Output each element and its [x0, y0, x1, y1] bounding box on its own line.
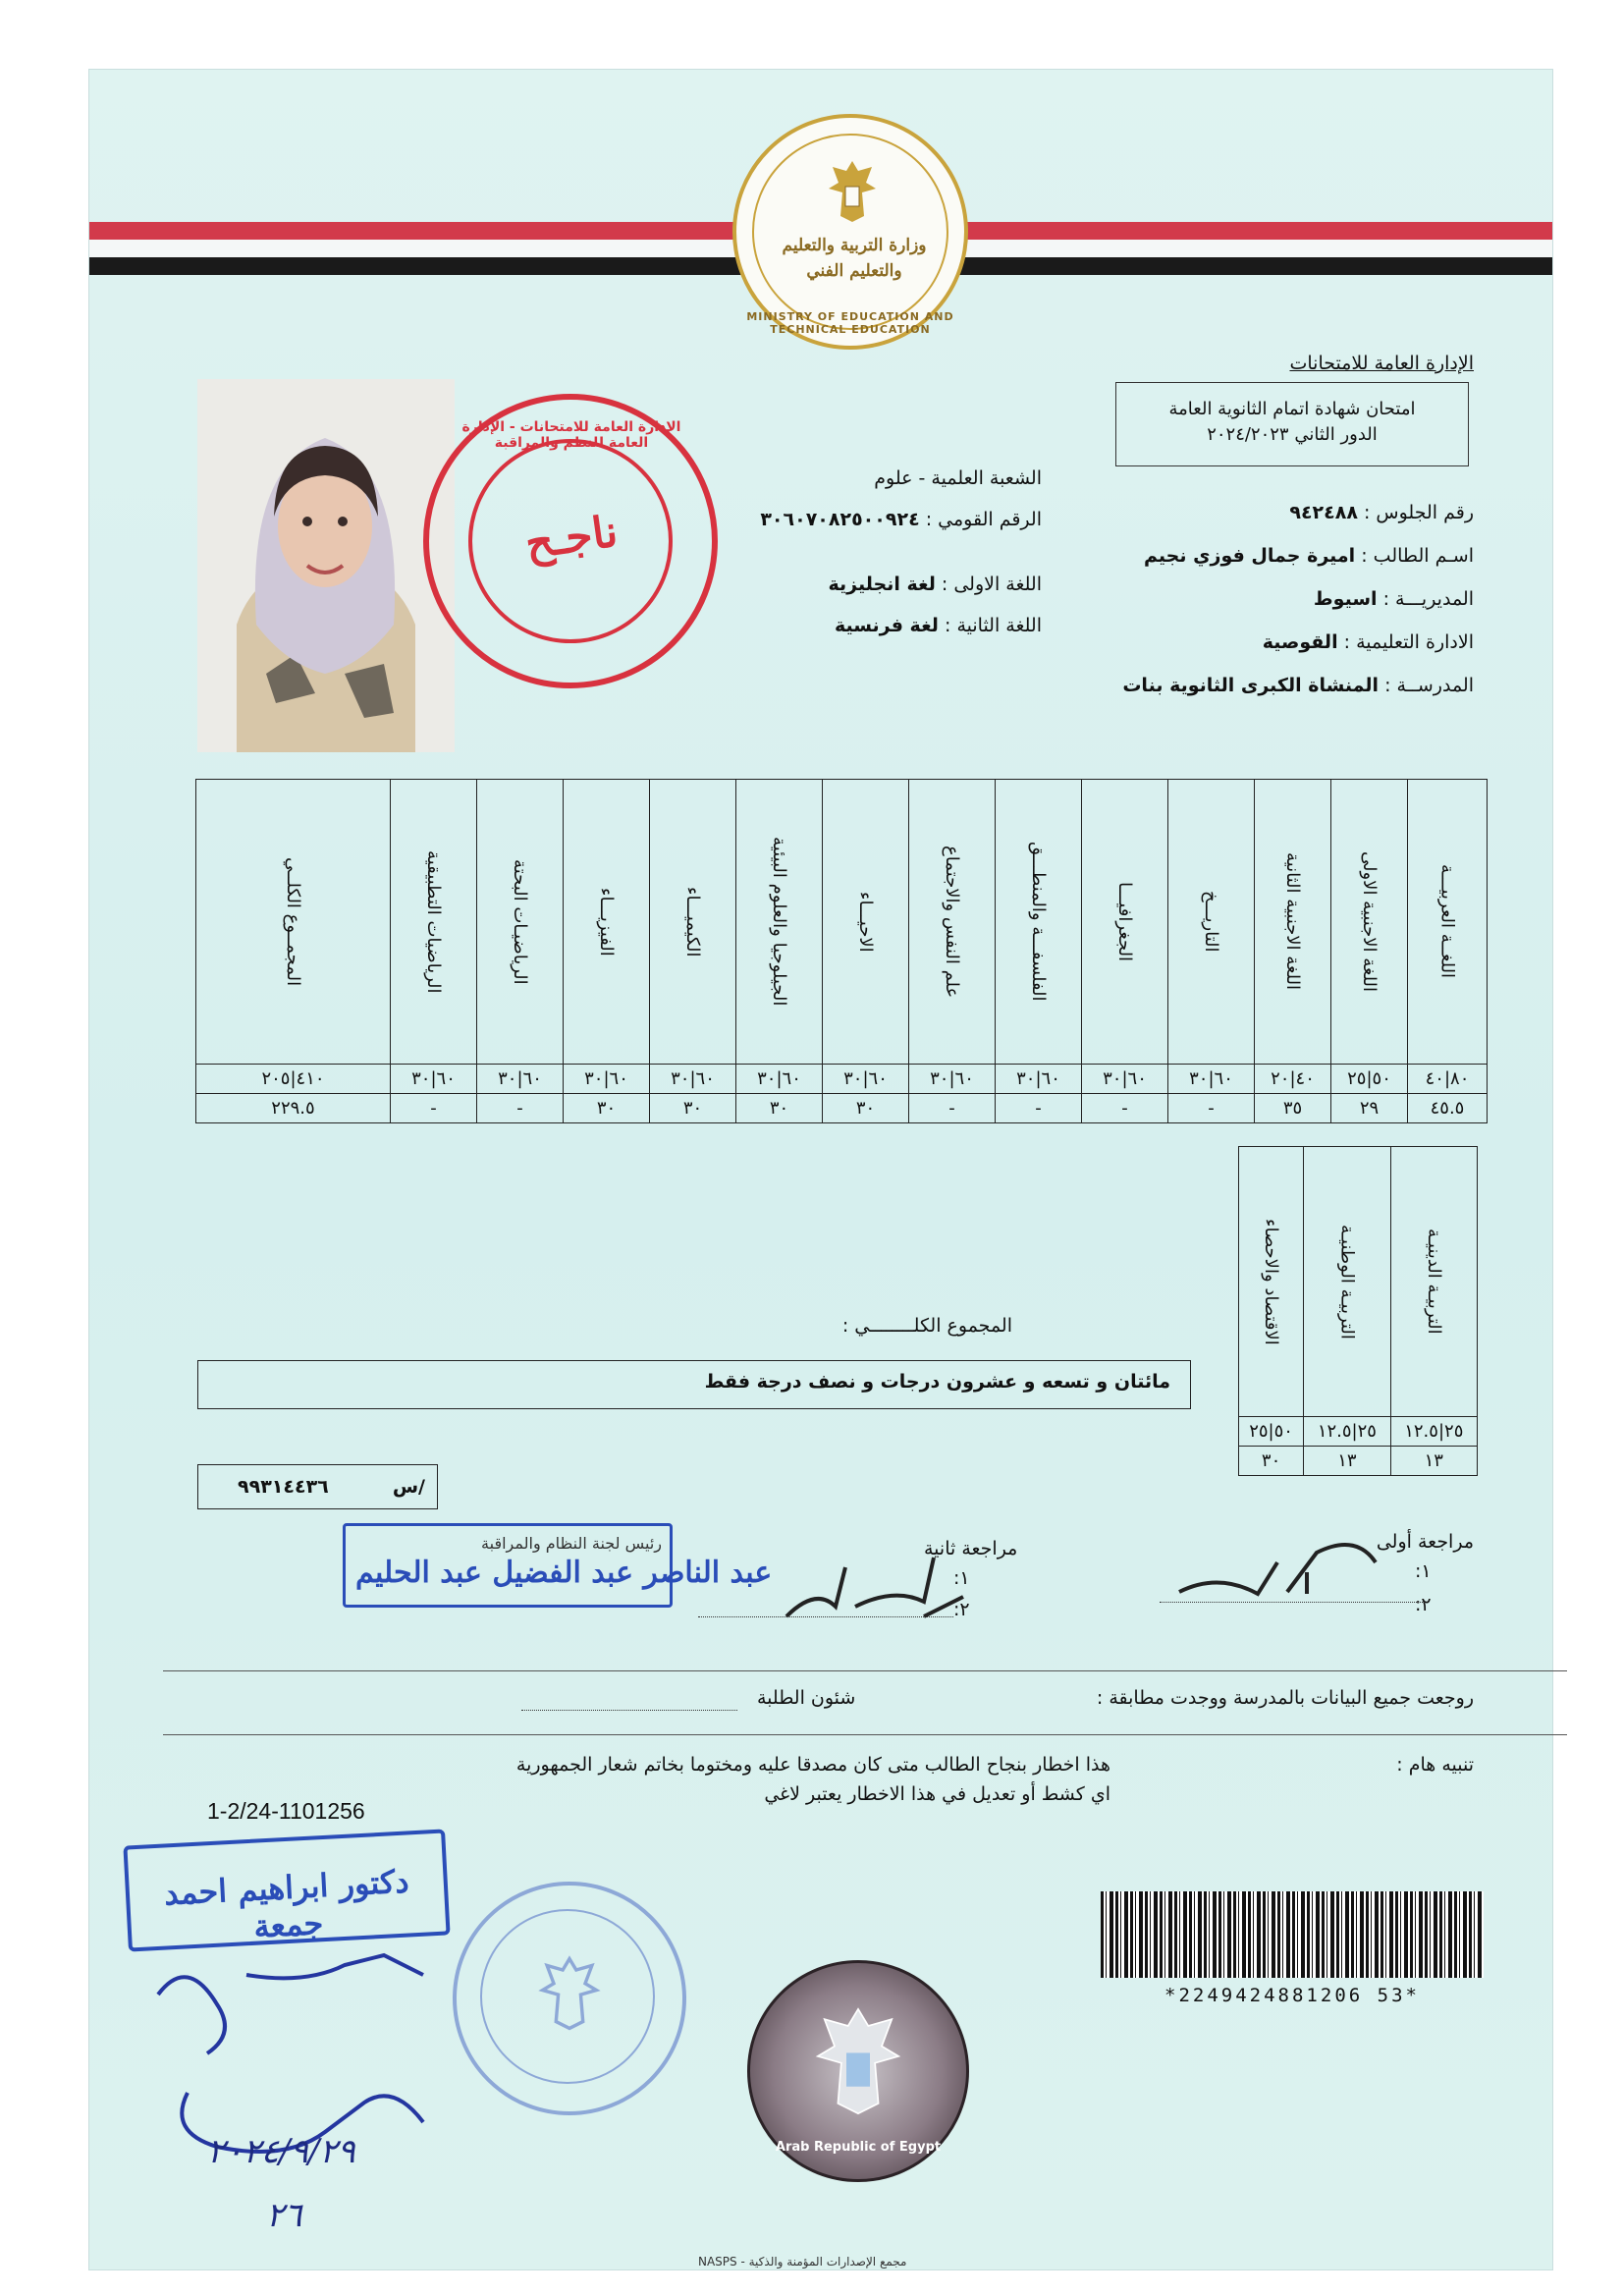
handwritten-number: ٢٦ — [266, 2196, 302, 2235]
certificate-sheet — [88, 69, 1553, 2270]
extra-subject-max-min: ٢٥|١٢.٥ — [1390, 1417, 1477, 1447]
subject-score: - — [1082, 1094, 1168, 1123]
first-review-label: مراجعة أولى — [1376, 1531, 1474, 1553]
subject-header-text: الجيلوجيا والعلوم البيئية — [769, 837, 789, 1007]
subject-score: ٣٠ — [650, 1094, 736, 1123]
second-review-label: مراجعة ثانية — [924, 1538, 1018, 1559]
passed-stamp-word: ناجـح — [521, 506, 622, 570]
subject-max-min: ٨٠|٤٠ — [1408, 1065, 1488, 1094]
chair-label: رئيس لجنة النظام والمراقبة — [481, 1534, 662, 1553]
subject-max-min: ٦٠|٣٠ — [996, 1065, 1082, 1094]
extra-subject-max-min: ٥٠|٢٥ — [1239, 1417, 1304, 1447]
emblem-arabic-line1: وزارة التربية والتعليم — [782, 236, 927, 255]
subject-header-text: الرياضيات التطبيقية — [423, 849, 444, 994]
subject-header-text: التاريـــخ — [1201, 891, 1221, 953]
notice-line1: هذا اخطار بنجاح الطالب متى كان مصدقا عليه ومختوما بخاتم شعار الجمهورية — [515, 1754, 1110, 1776]
national-id-label: الرقم القومي : — [925, 509, 1042, 530]
subject-header — [736, 780, 823, 1065]
subject-header-text: علم النفس والاجتماع — [942, 845, 962, 999]
subject-header — [1255, 780, 1331, 1065]
serial-label: س/ — [392, 1476, 425, 1498]
extra-subject-score: ٣٠ — [1239, 1447, 1304, 1476]
hologram-seal — [747, 1960, 969, 2182]
extra-subject-header-text: التربيـة الوطنيـة — [1336, 1224, 1358, 1339]
extra-subject-header — [1239, 1147, 1304, 1417]
name-label: اسـم الطالب : — [1361, 545, 1474, 567]
subject-score: ٣٠ — [823, 1094, 909, 1123]
subject-score: ٣٠ — [564, 1094, 650, 1123]
subject-header — [564, 780, 650, 1065]
subject-header — [477, 780, 564, 1065]
admin-value: القوصية — [1262, 631, 1338, 653]
subject-score: ٣٥ — [1255, 1094, 1331, 1123]
subject-score: ٣٠ — [736, 1094, 823, 1123]
doctor-stamp — [123, 1829, 450, 1951]
barcode-number: *2249424881206 53* — [1164, 1985, 1420, 2006]
seat-number: ٩٤٢٤٨٨ — [1289, 502, 1358, 523]
subject-max-min: ٦٠|٣٠ — [1082, 1065, 1168, 1094]
subject-max-min: ٦٠|٣٠ — [477, 1065, 564, 1094]
handwritten-date: ٢٠٢٤/٩/٢٩ — [207, 2132, 355, 2171]
extra-subject-score: ١٣ — [1390, 1447, 1477, 1476]
subject-max-min: ٦٠|٣٠ — [823, 1065, 909, 1094]
extra-subject-header — [1304, 1147, 1390, 1417]
notice-line2: اي كشط أو تعديل في هذا الاخطار يعتبر لاغي — [764, 1783, 1110, 1805]
chair-stamp — [343, 1523, 773, 1608]
subject-header-text: الفلسفـــة والمنطـــق — [1028, 842, 1049, 1002]
subject-header-text: اللغة الاجنبية الثانية — [1282, 852, 1303, 991]
first-review-line2: :٢ — [1415, 1594, 1432, 1615]
total-words-box — [197, 1360, 1191, 1409]
emblem-rim-text: MINISTRY OF EDUCATION AND TECHNICAL EDUCATION — [746, 310, 954, 336]
second-review-line2: :٢ — [953, 1599, 970, 1620]
subject-score: - — [477, 1094, 564, 1123]
subject-header-text: الجغرافيـــا — [1114, 881, 1135, 962]
student-affairs-label: شئون الطلبة — [757, 1687, 856, 1709]
subject-max-min: ٤٠|٢٠ — [1255, 1065, 1331, 1094]
ministry-emblem — [732, 114, 968, 350]
subject-score: - — [1168, 1094, 1255, 1123]
grades-table — [195, 779, 1488, 1123]
reference-code: 1-2/24-1101256 — [207, 1798, 365, 1824]
extra-subject-header — [1390, 1147, 1477, 1417]
exam-title: امتحان شهادة اتمام الثانوية العامة — [1168, 399, 1416, 419]
school-value: المنشاة الكبرى الثانوية بنات — [1122, 675, 1380, 696]
first-reviewer-signature — [1160, 1523, 1415, 1612]
total-words-label: المجموع الكلــــــــي : — [841, 1315, 1012, 1337]
serial-value: ٩٩٣١٤٤٣٦ — [238, 1476, 329, 1498]
subject-max-min: ٦٠|٣٠ — [909, 1065, 996, 1094]
subject-header-text: اللغــة العربيـــة — [1436, 864, 1458, 979]
notice-label: تنبيه هام : — [1396, 1754, 1474, 1776]
subject-max-min: ٦٠|٣٠ — [564, 1065, 650, 1094]
subject-header-text: الفيزيـــاء — [596, 887, 617, 957]
subject-max-min: ٦٠|٣٠ — [1168, 1065, 1255, 1094]
serial-box — [197, 1464, 438, 1509]
admin-label: الادارة التعليمية : — [1343, 631, 1474, 653]
eagle-icon — [823, 157, 882, 226]
subject-header — [1082, 780, 1168, 1065]
subject-max-min: ٦٠|٣٠ — [650, 1065, 736, 1094]
student-info-right — [1061, 502, 1474, 718]
total-header — [196, 780, 391, 1065]
subject-score: - — [391, 1094, 477, 1123]
subject-max-min: ٦٠|٣٠ — [736, 1065, 823, 1094]
subject-header-text: الكيميـــاء — [682, 886, 703, 957]
first-lang-label: اللغة الاولى : — [941, 574, 1042, 595]
subject-score: - — [909, 1094, 996, 1123]
extra-subject-max-min: ٢٥|١٢.٥ — [1304, 1417, 1390, 1447]
subject-header-text: الاحيـــاء — [855, 891, 876, 953]
subject-header-text: اللغة الاجنبية الاولى — [1359, 850, 1380, 992]
footer-text: NASPS - مجمع الإصدارات المؤمنة والذكية — [698, 2255, 907, 2269]
student-info-middle — [669, 467, 1042, 656]
extra-subject-header-text: التربيـة الدينيـة — [1423, 1229, 1444, 1335]
seat-label: رقم الجلوس : — [1363, 502, 1474, 523]
seal-eagle-icon — [535, 1954, 604, 2033]
branch: الشعبة العلمية - علوم — [874, 467, 1042, 489]
subject-header-text: الرياضيـات البحتة — [510, 858, 530, 985]
subject-max-min: ٦٠|٣٠ — [391, 1065, 477, 1094]
school-seal — [453, 1882, 686, 2115]
directorate-label: المديريـــة : — [1382, 588, 1474, 610]
directorate-value: اسيوط — [1313, 588, 1378, 610]
subject-header — [996, 780, 1082, 1065]
first-review-line1: :١ — [1415, 1560, 1432, 1582]
hologram-eagle-icon — [804, 2002, 912, 2120]
subject-score: ٤٥.٥ — [1408, 1094, 1488, 1123]
national-id: ٣٠٦٠٧٠٨٢٥٠٠٩٢٤ — [760, 509, 920, 530]
exam-session: الدور الثاني ٢٠٢٤/٢٠٢٣ — [1207, 424, 1378, 445]
subject-header — [391, 780, 477, 1065]
extra-subject-score: ١٣ — [1304, 1447, 1390, 1476]
subject-header — [1168, 780, 1255, 1065]
second-lang: لغة فرنسية — [834, 615, 939, 636]
subject-score: ٢٩ — [1331, 1094, 1408, 1123]
total-header-text: المجمــوع الكلــي — [283, 856, 303, 987]
subject-header — [1331, 780, 1408, 1065]
second-review-line1: :١ — [953, 1567, 970, 1589]
total-score: ٢٢٩.٥ — [196, 1094, 391, 1123]
total-words-value: مائتان و تسعه و عشرون درجات و نصف درجة فقط — [704, 1371, 1170, 1393]
emblem-arabic-line2: والتعليم الفني — [806, 261, 902, 281]
subject-header — [823, 780, 909, 1065]
second-reviewer-signature — [777, 1548, 983, 1636]
hologram-text: Arab Republic of Egypt — [775, 2140, 942, 2155]
subject-header — [650, 780, 736, 1065]
department-title: الإدارة العامة للامتحانات — [1289, 353, 1474, 374]
subject-max-min: ٥٠|٢٥ — [1331, 1065, 1408, 1094]
subject-header — [1408, 780, 1488, 1065]
first-lang: لغة انجليزية — [828, 574, 936, 595]
school-label: المدرســة : — [1384, 675, 1474, 696]
extra-subjects-table — [1238, 1146, 1478, 1476]
second-lang-label: اللغة الثانية : — [945, 615, 1042, 636]
doctor-stamp-name: دكتور ابراهيم احمد جمعة — [163, 1862, 410, 1945]
subject-score: - — [996, 1094, 1082, 1123]
passed-stamp-ring-text: الإدارة العامة للامتحانات - الإدارة العامة للنظم والمراقبة — [461, 419, 681, 451]
student-photo — [197, 379, 455, 752]
exam-title-box — [1115, 382, 1469, 466]
total-max-min: ٤١٠|٢٠٥ — [196, 1065, 391, 1094]
subject-header — [909, 780, 996, 1065]
extra-subject-header-text: الاقتصاد والاحصاء — [1261, 1218, 1282, 1345]
student-name: اميرة جمال فوزي نجيم — [1144, 545, 1356, 567]
official-signature — [129, 1936, 462, 2230]
barcode — [1101, 1891, 1484, 1978]
verification-text: روجعت جميع البيانات بالمدرسة ووجدت مطابقة : — [1096, 1687, 1474, 1709]
chair-stamp-name: عبد الناصر عبد الفضيل عبد الحليم — [355, 1556, 773, 1590]
